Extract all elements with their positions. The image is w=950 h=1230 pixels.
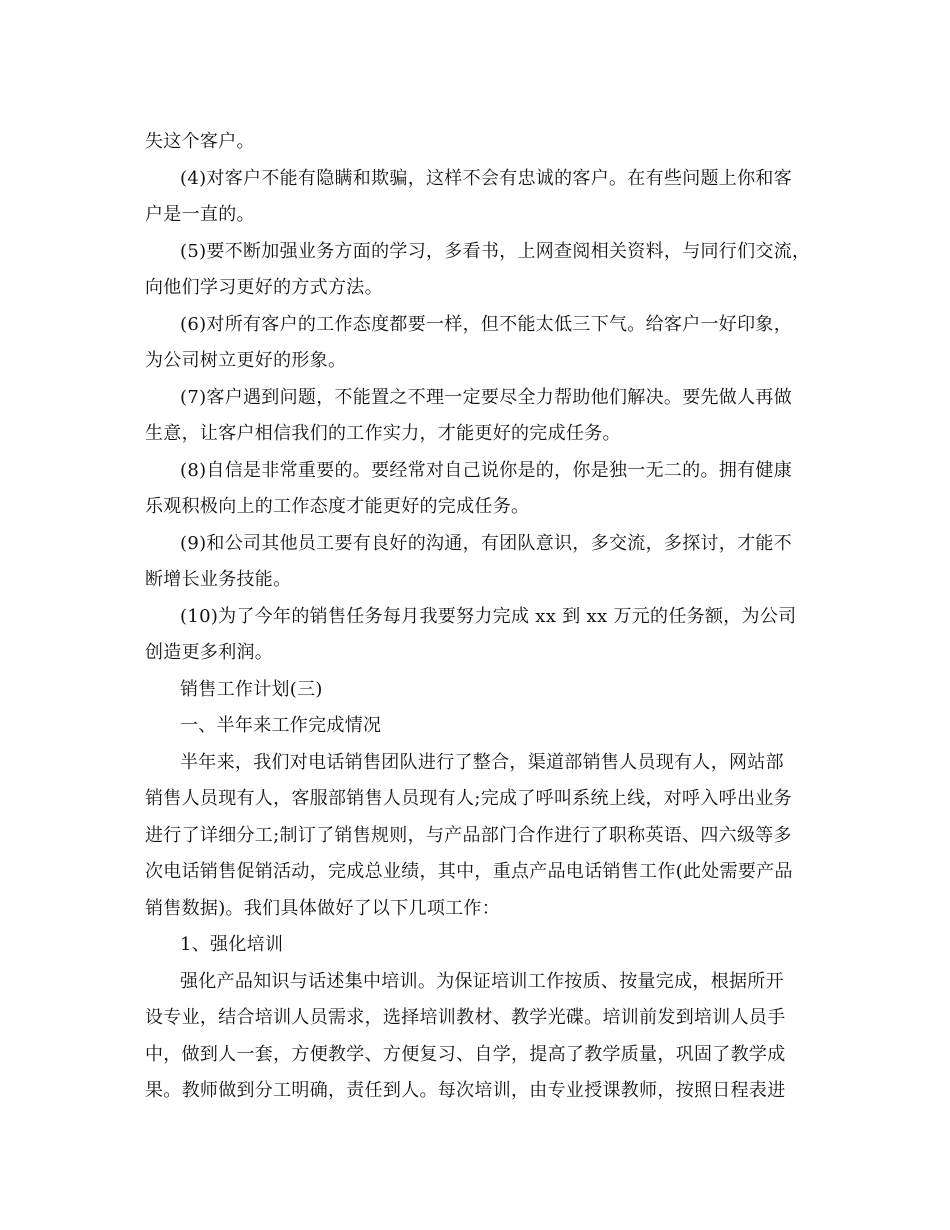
text-line: 次电话销售促销活动，完成总业绩，其中，重点产品电话销售工作(此处需要产品 (145, 861, 793, 882)
text-line: 设专业，结合培训人员需求，选择培训教材、教学光碟。培训前发到培训人员手 (145, 1007, 786, 1028)
text-line: 强化产品知识与话述集中培训。为保证培训工作按质、按量完成，根据所开 (180, 971, 784, 992)
text-line: 果。教师做到分工明确，责任到人。每次培训，由专业授课教师，按照日程表进 (145, 1080, 786, 1101)
text-line: (5)要不断加强业务方面的学习，多看书，上网查阅相关资料，与同行们交流， (180, 241, 811, 262)
section-heading: 一、半年来工作完成情况 (180, 715, 382, 736)
text-line: (7)客户遇到问题，不能置之不理一定要尽全力帮助他们解决。要先做人再做 (180, 387, 792, 408)
section-heading: 1、强化培训 (180, 934, 284, 955)
text-line: 为公司树立更好的形象。 (145, 350, 347, 371)
text-line: 销售数据)。我们具体做好了以下几项工作： (145, 898, 501, 919)
text-line: 户是一直的。 (145, 204, 255, 225)
text-line: 进行了详细分工;制订了销售规则，与产品部门合作进行了职称英语、四六级等多 (145, 825, 792, 846)
text-line: 半年来，我们对电话销售团队进行了整合，渠道部销售人员现有人，网站部 (180, 752, 784, 773)
text-line: (8)自信是非常重要的。要经常对自己说你是的，你是独一无二的。拥有健康 (180, 460, 792, 481)
text-line: (6)对所有客户的工作态度都要一样，但不能太低三下气。给客户一好印象， (180, 314, 792, 335)
text-line: 失这个客户。 (145, 131, 255, 152)
text-line: 断增长业务技能。 (145, 569, 292, 590)
text-line: 中，做到人一套，方便教学、方便复习、自学，提高了教学质量，巩固了教学成 (145, 1044, 786, 1065)
text-line: (9)和公司其他员工要有良好的沟通，有团队意识，多交流，多探讨，才能不 (180, 533, 792, 554)
text-line: 销售人员现有人，客服部销售人员现有人;完成了呼叫系统上线，对呼入呼出业务 (145, 788, 792, 809)
text-line: 生意，让客户相信我们的工作实力，才能更好的完成任务。 (145, 423, 621, 444)
text-line: 创造更多利润。 (145, 642, 274, 663)
text-line: 向他们学习更好的方式方法。 (145, 277, 383, 298)
section-heading: 销售工作计划(三) (180, 679, 323, 700)
text-line: (10)为了今年的销售任务每月我要努力完成 xx 到 xx 万元的任务额，为公司 (180, 606, 797, 627)
text-line: 乐观积极向上的工作态度才能更好的完成任务。 (145, 496, 530, 517)
text-line: (4)对客户不能有隐瞒和欺骗，这样不会有忠诚的客户。在有些问题上你和客 (180, 168, 792, 189)
